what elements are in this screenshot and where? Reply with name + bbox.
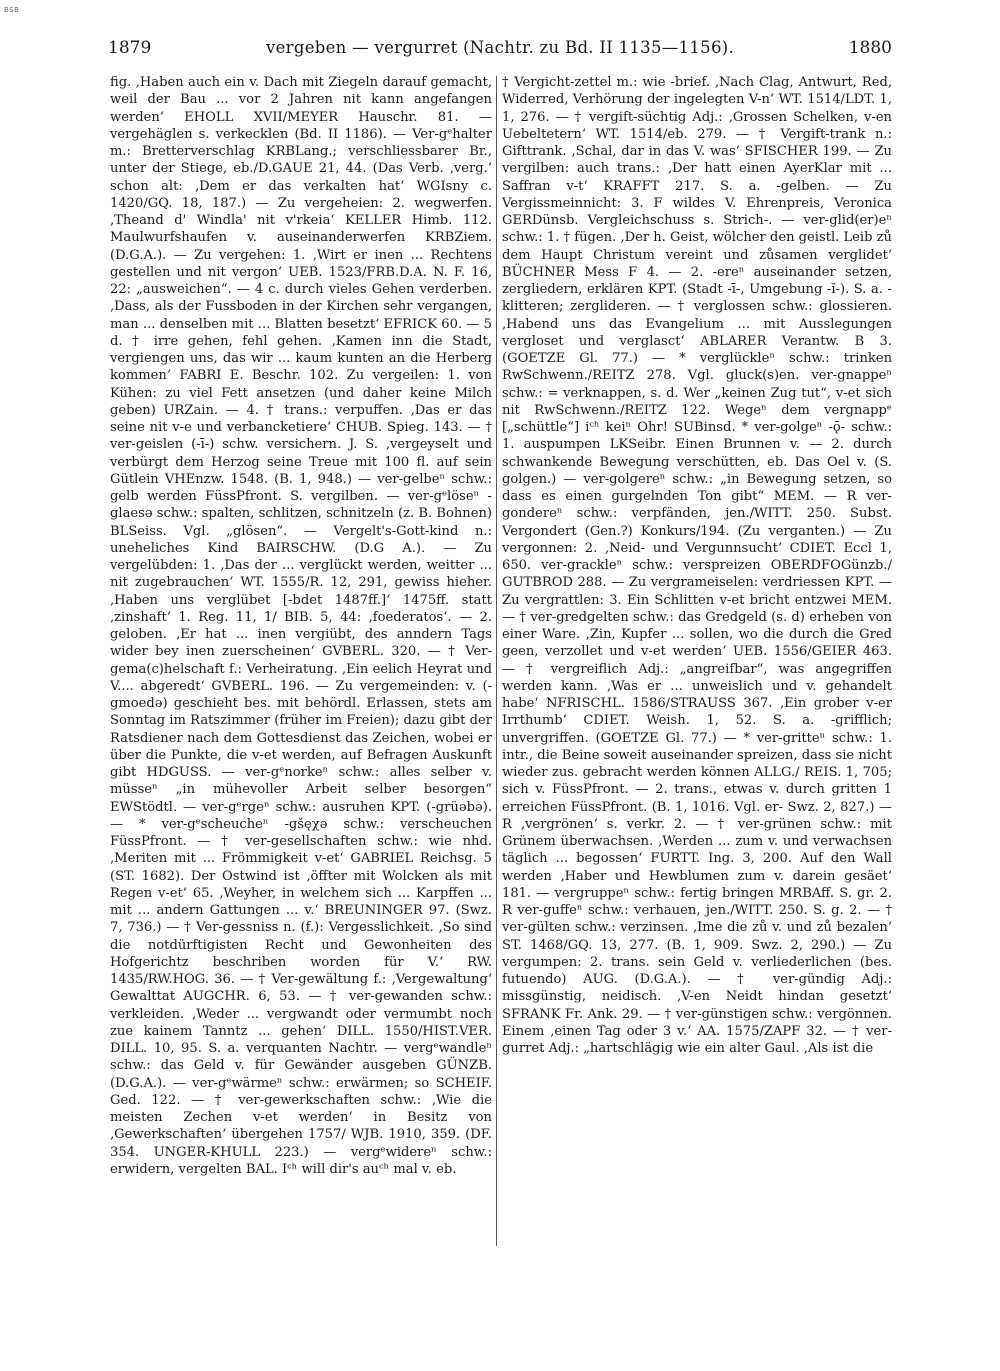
page-number-right: 1880	[848, 38, 892, 58]
right-column	[502, 74, 892, 1364]
left-column-text: fig. ‚Haben auch ein v. Dach mit Ziegeln darauf gemacht, weil der Bau ... vor 2 Jahren nit kann angefangen werden‘ EHOLL XVII/MEYER Hauschr. 81. — vergehäglen s. verkecklen (Bd. II 1186). — Ver-gᵉhalter m.: Bretterverschlag KRBLang.; verschliessbarer Br., unter der Stiege, eb./D.GAUE 21, 44. (Das Verb. ‚verg.‘ schon alt: ‚Dem er das verkalten hat‘ WGIsny c. 1420/GQ. 18, 187.) — Zu vergeheien: 2. wegwerfen. ‚Theand d' Windla' nit v'rkeia‘ KELLER Himb. 112. Maulwurfshaufen v. auseinanderwerfen KRBZiem. (D.G.A.). — Zu vergehen: 1. ‚Wirt er inen ... Rechtens gestellen und nit vergon‘ UEB. 1523/FRB.D.A. N. F. 16, 22: „ausweichen“. — 4 c. durch vieles Gehen verderben. ‚Dass, als der Fussboden in der Kirchen sehr vergangen, man ... denselben mit ... Blatten besetzt‘ EFRICK 60. — 5 d. † irre gehen, fehl gehen. ‚Kamen inn die Stadt, vergiengen uns, das wir ... kaum kunten an die Herberg kommen‘ FABRI E. Beschr. 102. Zu vergeilen: 1. von Kühen: zu viel Fett ansetzen (und daher keine Milch geben) URZain. — 4. † trans.: verpuffen. ‚Das er das seine nit v-e und verbancketiere‘ CHUB. Spieg. 143. — † ver-geislen (-ī-) schw. versichern. J. S. ‚vergeyselt und verbürgt dem Herzog seine Treue mit 100 fl. auf sein Gütlein VHEnzw. 1548. (B. 1, 948.) — ver-gelbeⁿ schw.: gelb werden FüssPfront. S. vergilben. — ver-gᵉlöseⁿ -glaesə schw.: spalten, schlitzen, schnitzeln (z. B. Bohnen) BLSeiss. Vgl. „glösen“. — Vergelt's-Gott-kind n.: uneheliches Kind BAIRSCHW. (D.G A.). — Zu vergelübden: 1. ‚Das der ... verglückt werden, weitter ... nit zugebrauchen‘ WT. 1555/R. 12, 291, gewiss hieher. ‚Haben uns verglübet [-bdet 1487ff.]‘ 1475ff. statt ‚zinshaft‘ 1. Reg. 11, 1/ BIB. 5, 44: ‚foederatos‘. — 2. geloben. ‚Er hat ... inen vergiübt, des anndern Tags wider bey inen zuerscheinen‘ GVBERL. 320. — † Ver-gema(c)helschaft f.: Verheiratung. ‚Ein eelich Heyrat und V.... abgeredt‘ GVBERL. 196. — Zu vergemeinden: v. (-gmoedə) geschieht bes. mit behördl. Erlassen, stets am Sonntag im Ratszimmer (früher im Freien); dazu gibt der Ratsdiener nach dem Gottesdienst das Zeichen, wobei er über die Punkte, die v-et werden, auf Befragen Auskunft gibt HDGUSS. — ver-gᵉnorkeⁿ schw.: alles selber v. müsseⁿ „in mühevoller Arbeit selber besorgen“ EWStödtl. — ver-gᵉrgeⁿ schw.: ausruhen KPT. (-grüəbə). — * ver-gᵉscheucheⁿ -gšęχə schw.: verscheuchen FüssPfront. — † ver-gesellschaften schw.: wie nhd. ‚Meriten mit ... Frömmigkeit v-et‘ GABRIEL Reichsg. 5 (ST. 1682). Der Ostwind ist ‚öffter mit Wolcken als mit Regen v-et‘ 65. ‚Weyher, in welchem sich ... Karpffen ... mit ... andern Gattungen ... v.‘ BREUNINGER 97. (Swz. 7, 736.) — † Ver-gessniss n. (f.): Vergesslichkeit. ‚So sind die notdürftigisten Recht und Gewonheiten des Hofgerichtz beschriben worden für V.‘ RW. 1435/RW.HOG. 36. — † Ver-gewältung f.: ‚Vergewaltung‘ Gewalttat AUGCHR. 6, 53. — † ver-gewanden schw.: verkleiden. ‚Weder ... vergwandt oder vermumbt noch zue kainem Tanntz ... gehen‘ DILL. 1550/HIST.VER. DILL. 10, 95. S. a. verquanten Nachtr. — vergᵉwandleⁿ schw.: das Geld v. für Gewänder ausgeben GÜNZB. (D.G.A.). — ver-gᵉwärmeⁿ schw.: erwärmen; so SCHEIF. Ged. 122. — † ver-gewerkschaften schw.: ‚Wie die meisten Zechen v-et werden‘ in Besitz von ‚Gewerkschaften‘ übergehen 1757/ WJB. 1910, 359. (DF. 354. UNGER-KHULL 223.) — vergᵉwidereⁿ schw.: erwidern, vergelten BAL. Iᶜʰ will dir's auᶜʰ mal v. eb.	[110, 75, 492, 1177]
page-header	[108, 38, 892, 68]
library-stamp: BSB	[4, 6, 20, 14]
right-column-text: † Vergicht-zettel m.: wie -brief. ‚Nach Clag, Antwurt, Red, Widerred, Verhörung der ingelegten V-n‘ WT. 1514/LDT. 1, 1, 276. — † vergift-süchtig Adj.: ‚Grossen Schelken, v-en Uebeltetern‘ WT. 1514/eb. 279. — † Vergift-trank n.: Gifttrank. ‚Schal, dar in das V. was‘ SFISCHER 199. — Zu vergilben: auch trans.: ‚Der hatt einen AyerKlar mit ... Saffran v-t‘ KRAFFT 217. S. a. -gelben. — Zu Vergissmeinnicht: 3. F wildes V. Ehrenpreis, Veronica GERDünsb. Vergleichschuss s. Strich-. — ver-glid(er)eⁿ schw.: 1. † fügen. ‚Der h. Geist, wölcher den geistl. Leib zů dem Haupt Christum vereint und zůsamen verglidet‘ BÜCHNER Mess F 4. — 2. -ereⁿ auseinander setzen, zergliedern, erklären KPT. (Stadt -ī-, Umgebung -ĭ-). S. a. -klitteren; zerglideren. — † verglossen schw.: glossieren. ‚Habend uns das Evangelium ... mit Ausslegungen vergloset und verglasct‘ ABLARER Verantw. B 3. (GOETZE Gl. 77.) — * verglückleⁿ schw.: trinken RwSchwenn./REITZ 278. Vgl. gluck(s)en. ver-gnappeⁿ schw.: = verknappen, s. d. Wer „keinen Zug tut“, v-et sich nit RwSchwenn./REITZ 122. Wegeⁿ dem vergnappᵉ [„schüttle“] iᶜʰ keiⁿ Ohr! SUBinsd. * ver-golgeⁿ -ǭ- schw.: 1. auspumpen LKSeibr. Einen Brunnen v. — 2. durch schwankende Bewegung verschütten, eb. Das Oel v. (S. golgen.) — ver-golgereⁿ schw.: „in Bewegung setzen, so dass es einen gurgelnden Ton gibt“ MEM. — R ver-gondereⁿ schw.: verpfänden, jen./WITT. 250. Subst. Vergondert (Gen.?) Konkurs/194. (Zu verganten.) — Zu vergonnen: 2. ‚Neid- und Vergunnsucht‘ CDIET. Eccl 1, 650. ver-grackleⁿ schw.: verspreizen OBERDFOGünzb./ GUTBROD 288. — Zu vergrameiselen: verdriessen KPT. — Zu vergrattlen: 3. Ein Schlitten v-et bricht entzwei MEM. — † ver-gredgelten schw.: das Gredgeld (s. d) erheben von einer Ware. ‚Zin, Kupfer ... sollen, wo die durch die Gred geen, verzollet und v-et werden‘ UEB. 1556/GEIER 463. — † vergreiflich Adj.: „angreifbar“, was angegriffen werden kann. ‚Was er ... unweislich und v. gehandelt habe‘ NFRISCHL. 1586/STRAUSS 367. ‚Ein grober v-er Irrthumb‘ CDIET. Weish. 1, 52. S. a. -grifflich; unvergriffen. (GOETZE Gl. 77.) — * ver-gritteⁿ schw.: 1. intr., die Beine soweit auseinander spreizen, dass sie nicht wieder zus. gebracht werden können ALLG./ REIS. 1, 705; sich v. FüssPfront. — 2. trans., etwas v. durch gritten 1 erreichen FüssPfront. (B. 1, 1016. Vgl. er- Swz. 2, 827.) — R ‚vergrönen‘ s. verkr. 2. — † ver-grünen schw.: mit Grünem überwachsen. ‚Werden ... zum v. und verwachsen täglich ... begossen‘ FURTT. Ing. 3, 200. Auf den Wall werden ‚Haber und Hewblumen zum v. darein gesäet‘ 181. — vergruppeⁿ schw.: fertig bringen MRBAff. S. gr. 2. R ver-guffeⁿ schw.: verhauen, jen./WITT. 250. S. g. 2. — † ver-gülten schw.: verzinsen. ‚Ime die zů v. und zů bezalen‘ ST. 1468/GQ. 13, 277. (B. 1, 909. Swz. 2, 290.) — Zu vergumpen: 2. trans. sein Geld v. verliederlichen (bes. futuendo) AUG. (D.G.A.). — † ver-gündig Adj.: missgünstig, neidisch. ‚V-en Neidt hindan gesetzt‘ SFRANK Fr. Ank. 29. — † ver-günstigen schw.: vergönnen. Einem ‚einen Tag oder 3 v.‘ AA. 1575/ZAPF 32. — † ver-gurret Adj.: „hartschlägig wie ein alter Gaul. ‚Als ist die	[502, 75, 892, 1056]
running-title: vergeben — vergurret (Nachtr. zu Bd. II 1135—1156).	[265, 38, 735, 57]
page-number-left: 1879	[108, 38, 152, 58]
column-divider	[496, 76, 497, 1246]
left-column	[110, 74, 492, 1364]
